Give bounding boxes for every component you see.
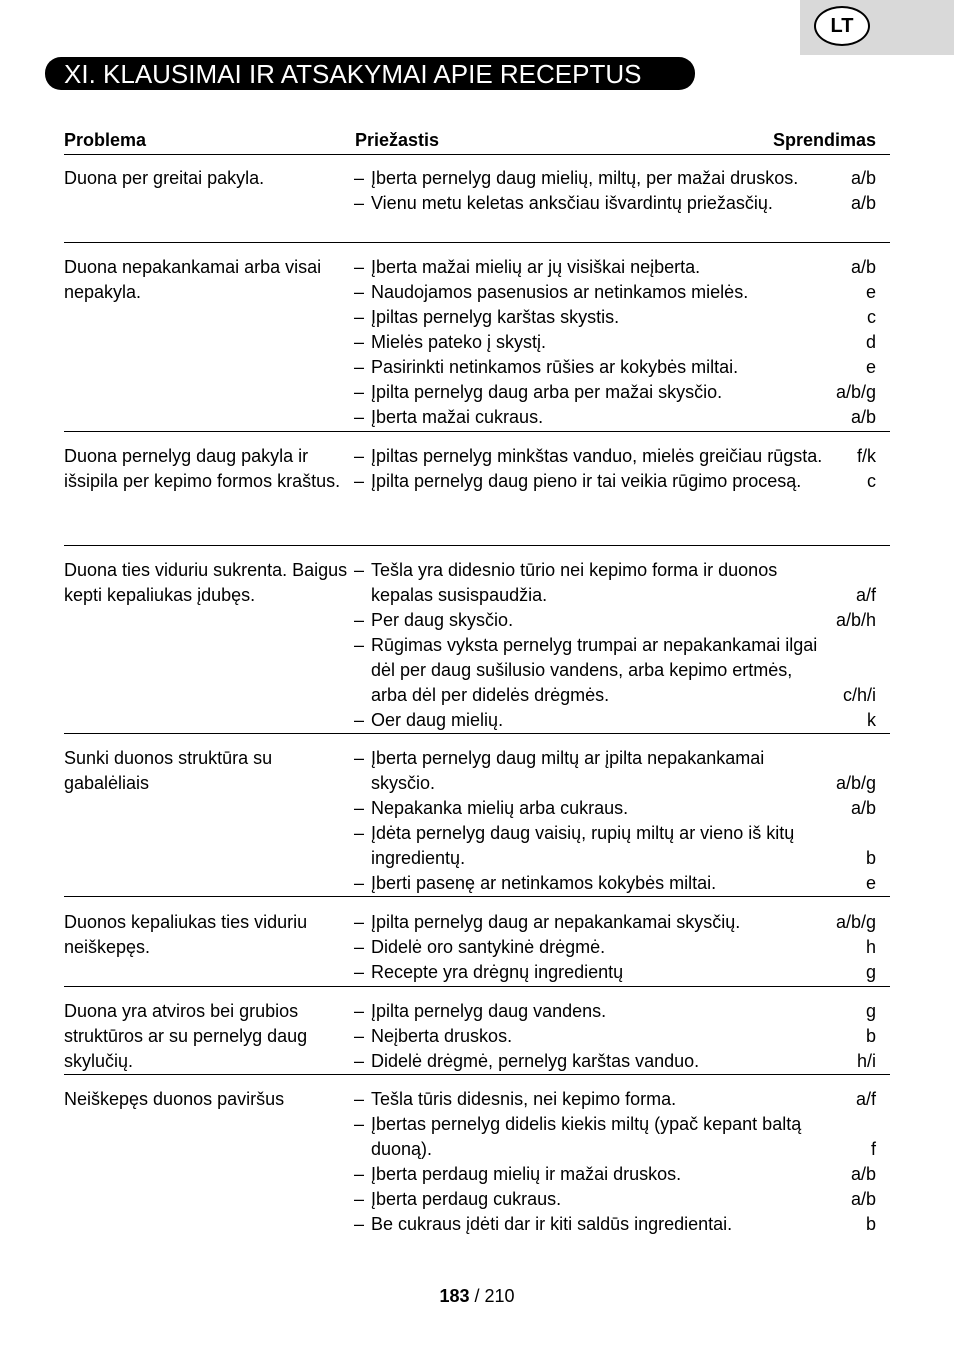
cause-dash: –	[354, 823, 365, 843]
cause-text: Įpilta pernelyg daug ar nepakankamai skysčių.	[371, 912, 741, 932]
cause-dash: –	[354, 1089, 365, 1109]
cause-list	[354, 1087, 876, 1237]
cause-dash: –	[354, 748, 365, 768]
cause-item	[354, 255, 876, 280]
cause-text: Įberta mažai mielių ar jų visiškai neįberta.	[371, 257, 701, 277]
cause-list	[354, 910, 876, 985]
solution-code: d	[865, 332, 876, 352]
cause-text: Tešla yra didesnio tūrio nei kepimo forma ir duonos kepalas susispaudžia.	[371, 560, 778, 605]
problem-text: Duona yra atviros bei grubios struktūros ar su pernelyg daug skylučių.	[64, 1001, 308, 1071]
cause-text: Įberta perdaug mielių ir mažai druskos.	[371, 1164, 682, 1184]
cause-item	[354, 1187, 876, 1212]
page-number	[0, 1286, 954, 1307]
cause-list	[354, 444, 876, 494]
row-divider	[64, 986, 890, 987]
cause-text: Įpiltas pernelyg minkštas vanduo, mielės greičiau rūgsta.	[371, 446, 823, 466]
cause-dash: –	[354, 407, 365, 427]
cause-text: Tešla tūris didesnis, nei kepimo forma.	[371, 1089, 677, 1109]
problem-text: Duona per greitai pakyla.	[64, 168, 265, 188]
solution-code: b	[865, 848, 876, 868]
cause-item	[354, 871, 876, 896]
cause-item	[354, 821, 876, 871]
solution-code: c	[867, 471, 876, 491]
row-divider	[64, 733, 890, 734]
cause-text: Didelė drėgmė, pernelyg karštas vanduo.	[371, 1051, 700, 1071]
cause-item	[354, 910, 876, 935]
solution-code: a/b/g	[835, 912, 876, 932]
cause-item	[354, 746, 876, 796]
solution-code: a/b	[850, 1189, 876, 1209]
cause-item	[354, 405, 876, 430]
cause-item	[354, 1162, 876, 1187]
cause-dash: –	[354, 710, 365, 730]
cause-list	[354, 746, 876, 896]
cause-item	[354, 999, 876, 1024]
cause-item	[354, 1049, 876, 1074]
cause-dash: –	[354, 610, 365, 630]
cause-item	[354, 280, 876, 305]
solution-code: c	[867, 307, 876, 327]
problem-text: Duona nepakankamai arba visai nepakyla.	[64, 257, 322, 302]
problem-text: Duona ties viduriu sukrenta. Baigus kepti kepaliukas įdubęs.	[64, 560, 348, 605]
header-cause: Priežastis	[355, 130, 440, 150]
solution-code: k	[867, 710, 876, 730]
problem-text: Sunki duonos struktūra su gabalėliais	[64, 748, 273, 793]
solution-code: a/b	[850, 257, 876, 277]
solution-code: e	[865, 357, 876, 377]
solution-code: h	[865, 937, 876, 957]
cause-item	[354, 1212, 876, 1237]
solution-code: f/k	[856, 446, 876, 466]
cause-text: Naudojamos pasenusios ar netinkamos mielės.	[371, 282, 749, 302]
solution-code: e	[865, 873, 876, 893]
solution-code: b	[865, 1214, 876, 1234]
cause-dash: –	[354, 257, 365, 277]
cause-text: Pasirinkti netinkamos rūšies ar kokybės miltai.	[371, 357, 739, 377]
solution-code: g	[865, 962, 876, 982]
cause-text: Nepakanka mielių arba cukraus.	[371, 798, 629, 818]
cause-dash: –	[354, 1164, 365, 1184]
cause-dash: –	[354, 332, 365, 352]
cause-item	[354, 191, 876, 216]
solution-code: a/f	[855, 585, 876, 605]
problem-text: Duonos kepaliukas ties viduriu neiškepęs.	[64, 912, 308, 957]
cause-list	[354, 558, 876, 733]
cause-dash: –	[354, 1026, 365, 1046]
solution-code: f	[870, 1139, 876, 1159]
cause-text: Vienu metu keletas anksčiau išvardintų priežasčių.	[371, 193, 773, 213]
cause-text: Įpilta pernelyg daug vandens.	[371, 1001, 607, 1021]
header-solution: Sprendimas	[772, 130, 876, 150]
cause-item	[354, 444, 876, 469]
cause-dash: –	[354, 1214, 365, 1234]
problem-text: Neiškepęs duonos paviršus	[64, 1089, 285, 1109]
cause-dash: –	[354, 168, 365, 188]
cause-text: Įpilta pernelyg daug arba per mažai skysčio.	[371, 382, 723, 402]
cause-text: Recepte yra drėgnų ingredientų	[371, 962, 624, 982]
cause-item	[354, 558, 876, 608]
cause-text: Didelė oro santykinė drėgmė.	[371, 937, 606, 957]
solution-code: a/b	[850, 1164, 876, 1184]
cause-text: Įberta pernelyg daug miltų ar įpilta nepakankamai skysčio.	[371, 748, 765, 793]
cause-dash: –	[354, 798, 365, 818]
cause-list	[354, 999, 876, 1074]
cause-text: Per daug skysčio.	[371, 610, 514, 630]
cause-item	[354, 1024, 876, 1049]
cause-item	[354, 1087, 876, 1112]
solution-code: a/b	[850, 168, 876, 188]
cause-text: Įdėta pernelyg daug vaisių, rupių miltų ar vieno iš kitų ingredientų.	[371, 823, 795, 868]
solution-code: g	[865, 1001, 876, 1021]
cause-item	[354, 355, 876, 380]
cause-text: Įpilta pernelyg daug pieno ir tai veikia rūgimo procesą.	[371, 471, 802, 491]
solution-code: a/b/g	[835, 773, 876, 793]
problem-text: Duona pernelyg daug pakyla ir išsipila per kepimo formos kraštus.	[64, 446, 341, 491]
cause-dash: –	[354, 1051, 365, 1071]
row-divider	[64, 896, 890, 897]
cause-text: Neįberta druskos.	[371, 1026, 513, 1046]
solution-code: e	[865, 282, 876, 302]
cause-dash: –	[354, 962, 365, 982]
row-divider	[64, 242, 890, 243]
row-divider	[64, 1074, 890, 1075]
header-divider	[64, 154, 890, 155]
cause-dash: –	[354, 193, 365, 213]
cause-dash: –	[354, 937, 365, 957]
language-badge: LT	[814, 6, 870, 46]
cause-dash: –	[354, 382, 365, 402]
cause-text: Oer daug mielių.	[371, 710, 504, 730]
cause-item	[354, 469, 876, 494]
cause-text: Įberta perdaug cukraus.	[371, 1189, 562, 1209]
cause-list	[354, 166, 876, 216]
cause-item	[354, 166, 876, 191]
cause-dash: –	[354, 1114, 365, 1134]
cause-dash: –	[354, 560, 365, 580]
solution-code: a/b	[850, 193, 876, 213]
solution-code: a/b	[850, 798, 876, 818]
cause-item	[354, 1112, 876, 1162]
cause-text: Įbertas pernelyg didelis kiekis miltų (ypač kepant baltą duoną).	[371, 1114, 802, 1159]
cause-dash: –	[354, 307, 365, 327]
cause-text: Mielės pateko į skystį.	[371, 332, 547, 352]
solution-code: c/h/i	[842, 685, 876, 705]
cause-item	[354, 935, 876, 960]
solution-code: b	[865, 1026, 876, 1046]
page-total: / 210	[469, 1286, 515, 1306]
solution-code: a/f	[855, 1089, 876, 1109]
header-problem: Problema	[64, 130, 147, 150]
cause-dash: –	[354, 1189, 365, 1209]
cause-text: Rūgimas vyksta pernelyg trumpai ar nepakankamai ilgai dėl per daug sušilusio vandens, arba kepimo ertmės, arba dėl per didelės drėgmės.	[371, 635, 818, 705]
row-divider	[64, 545, 890, 546]
cause-dash: –	[354, 471, 365, 491]
cause-dash: –	[354, 357, 365, 377]
cause-text: Įberta pernelyg daug mielių, miltų, per mažai druskos.	[371, 168, 799, 188]
cause-list	[354, 255, 876, 430]
row-divider	[64, 431, 890, 432]
cause-text: Įberta mažai cukraus.	[371, 407, 544, 427]
cause-item	[354, 305, 876, 330]
cause-dash: –	[354, 282, 365, 302]
page-current: 183	[439, 1286, 470, 1306]
cause-dash: –	[354, 1001, 365, 1021]
cause-item	[354, 633, 876, 708]
solution-code: h/i	[856, 1051, 876, 1071]
cause-item	[354, 796, 876, 821]
cause-item	[354, 380, 876, 405]
solution-code: a/b/h	[835, 610, 876, 630]
cause-item	[354, 708, 876, 733]
section-title: XI. KLAUSIMAI IR ATSAKYMAI APIE RECEPTUS	[45, 57, 695, 90]
cause-text: Įberti pasenę ar netinkamos kokybės miltai.	[371, 873, 717, 893]
cause-text: Be cukraus įdėti dar ir kiti saldūs ingredientai.	[371, 1214, 733, 1234]
cause-dash: –	[354, 635, 365, 655]
solution-code: a/b/g	[835, 382, 876, 402]
cause-item	[354, 608, 876, 633]
cause-item	[354, 330, 876, 355]
cause-text: Įpiltas pernelyg karštas skystis.	[371, 307, 620, 327]
cause-item	[354, 960, 876, 985]
cause-dash: –	[354, 446, 365, 466]
cause-dash: –	[354, 912, 365, 932]
solution-code: a/b	[850, 407, 876, 427]
cause-dash: –	[354, 873, 365, 893]
